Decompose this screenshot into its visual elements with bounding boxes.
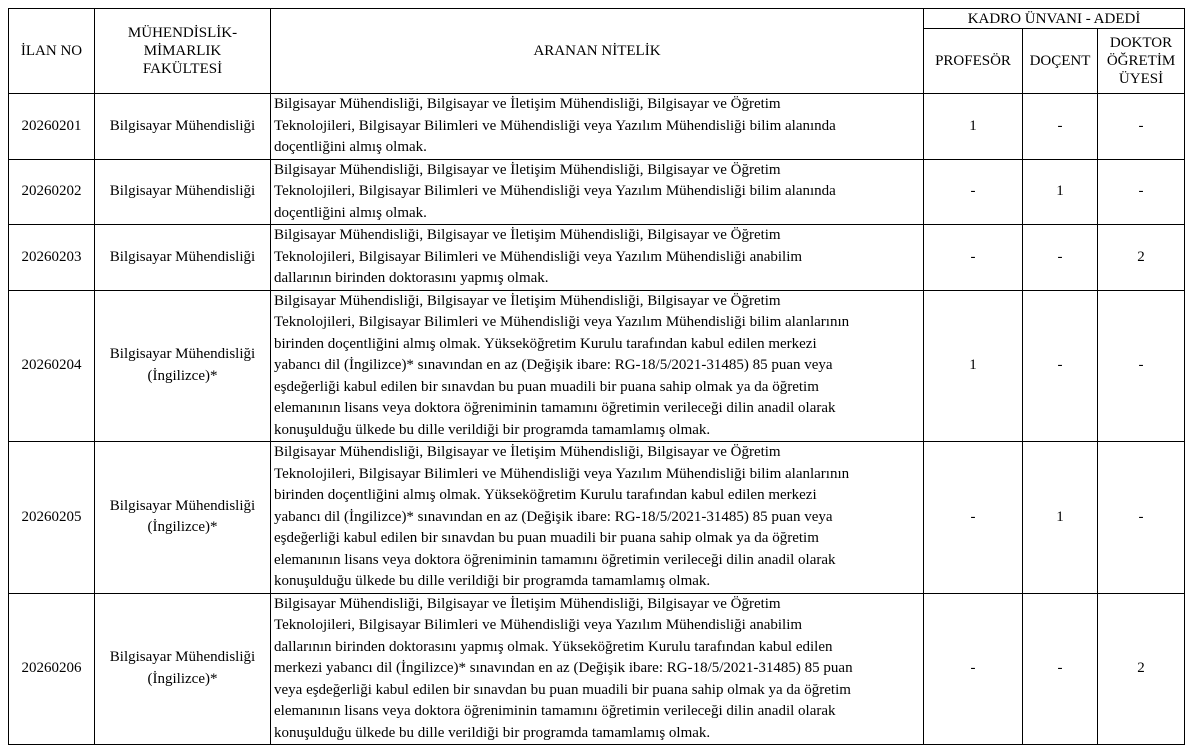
- nitelik-line: konuşulduğu ülkede bu dille verildiği bir programda tamamlamış olmak.: [274, 421, 711, 438]
- bolum-line: Bilgisayar Mühendisliği: [109, 497, 256, 514]
- bolum-line: (İngilizce)*: [147, 670, 218, 687]
- bolum-cell: [95, 225, 271, 291]
- header-faculty-line: MÜHENDİSLİK-: [127, 25, 238, 41]
- docent-count-cell: 1: [1023, 159, 1098, 225]
- nitelik-line: dallarının birinden doktorasını yapmış olmak.: [274, 270, 549, 286]
- nitelik-line: Teknolojileri, Bilgisayar Bilimleri ve Mühendisliği veya Yazılım Mühendisliği anabilim: [274, 248, 803, 265]
- doktor-count-cell: -: [1098, 159, 1185, 225]
- header-faculty: [95, 9, 271, 94]
- nitelik-line: veya eşdeğerliği kabul edilen bir sınavdan bu puan muadili bir puana sahip olmak ya da öğretim: [274, 681, 851, 698]
- nitelik-line: Bilgisayar Mühendisliği, Bilgisayar ve İletişim Mühendisliği, Bilgisayar ve Öğretim: [274, 96, 781, 112]
- header-ilan-no: İLAN NO: [9, 9, 95, 94]
- doktor-count-cell: 2: [1098, 225, 1185, 291]
- nitelik-line: doçentliğini almış olmak.: [274, 139, 427, 155]
- profesor-count-cell: -: [924, 593, 1023, 745]
- nitelik-cell: [271, 593, 924, 745]
- ilan-no-cell: 20260203: [9, 225, 95, 291]
- docent-count-cell: -: [1023, 593, 1098, 745]
- docent-count-cell: -: [1023, 290, 1098, 442]
- header-profesor: PROFESÖR: [924, 29, 1023, 94]
- header-doktor-line: ÜYESİ: [1118, 71, 1164, 87]
- nitelik-line: yabancı dil (İngilizce)* sınavından en az (Değişik ibare: RG-18/5/2021-31485) 85 puan veya: [274, 357, 833, 373]
- doktor-count-cell: 2: [1098, 593, 1185, 745]
- nitelik-cell: [271, 159, 924, 225]
- nitelik-line: Teknolojileri, Bilgisayar Bilimleri ve Mühendisliği veya Yazılım Mühendisliği bilim alanlarının: [274, 465, 850, 482]
- profesor-count-cell: -: [924, 442, 1023, 594]
- nitelik-line: konuşulduğu ülkede bu dille verildiği bir programda tamamlamış olmak.: [274, 573, 711, 589]
- nitelik-line: Bilgisayar Mühendisliği, Bilgisayar ve İletişim Mühendisliği, Bilgisayar ve Öğretim: [274, 292, 781, 309]
- table-body: [9, 94, 1185, 745]
- header-doktor: [1098, 29, 1185, 94]
- bolum-line: Bilgisayar Mühendisliği: [109, 248, 256, 265]
- profesor-count-cell: -: [924, 159, 1023, 225]
- bolum-line: (İngilizce)*: [147, 519, 218, 536]
- header-aranan-nitelik: ARANAN NİTELİK: [271, 9, 924, 94]
- nitelik-line: dallarının birinden doktorasını yapmış olmak. Yükseköğretim Kurulu tarafından kabul edilen: [274, 638, 833, 655]
- ilan-no-cell: 20260204: [9, 290, 95, 442]
- profesor-count-cell: 1: [924, 290, 1023, 442]
- ilan-no-cell: 20260201: [9, 94, 95, 160]
- kadro-table: [8, 8, 1185, 745]
- nitelik-line: Teknolojileri, Bilgisayar Bilimleri ve Mühendisliği veya Yazılım Mühendisliği bilim alanında: [274, 117, 836, 134]
- header-kadro: KADRO ÜNVANI - ADEDİ: [924, 9, 1185, 29]
- doktor-count-cell: -: [1098, 94, 1185, 160]
- nitelik-line: Bilgisayar Mühendisliği, Bilgisayar ve İletişim Mühendisliği, Bilgisayar ve Öğretim: [274, 444, 781, 460]
- table-row: [9, 290, 1185, 442]
- nitelik-line: eşdeğerliği kabul edilen bir sınavdan bu puan muadili bir puana sahip olmak ya da öğretim: [274, 378, 819, 395]
- bolum-cell: [95, 94, 271, 160]
- nitelik-line: Bilgisayar Mühendisliği, Bilgisayar ve İletişim Mühendisliği, Bilgisayar ve Öğretim: [274, 227, 781, 243]
- nitelik-line: Bilgisayar Mühendisliği, Bilgisayar ve İletişim Mühendisliği, Bilgisayar ve Öğretim: [274, 161, 781, 178]
- bolum-cell: [95, 442, 271, 594]
- header-doktor-line: ÖĞRETİM: [1106, 53, 1176, 69]
- docent-count-cell: -: [1023, 225, 1098, 291]
- header-docent: DOÇENT: [1023, 29, 1098, 94]
- table-row: [9, 593, 1185, 745]
- bolum-cell: [95, 290, 271, 442]
- table-row: [9, 225, 1185, 291]
- ilan-no-cell: 20260206: [9, 593, 95, 745]
- nitelik-cell: [271, 94, 924, 160]
- profesor-count-cell: 1: [924, 94, 1023, 160]
- table-row: [9, 159, 1185, 225]
- nitelik-line: yabancı dil (İngilizce)* sınavından en az (Değişik ibare: RG-18/5/2021-31485) 85 puan veya: [274, 508, 833, 525]
- nitelik-line: Bilgisayar Mühendisliği, Bilgisayar ve İletişim Mühendisliği, Bilgisayar ve Öğretim: [274, 595, 781, 612]
- bolum-line: Bilgisayar Mühendisliği: [109, 183, 256, 199]
- nitelik-line: elemanının lisans veya doktora öğreniminin tamamını öğretimin verileceği dilin anadil olarak: [274, 551, 836, 568]
- nitelik-cell: [271, 442, 924, 594]
- nitelik-line: elemanının lisans veya doktora öğreniminin tamamını öğretimin verileceği dilin anadil olarak: [274, 400, 836, 416]
- nitelik-line: birinden doçentliğini almış olmak. Yükseköğretim Kurulu tarafından kabul edilen merkezi: [274, 335, 817, 352]
- bolum-cell: [95, 593, 271, 745]
- nitelik-line: Teknolojileri, Bilgisayar Bilimleri ve Mühendisliği veya Yazılım Mühendisliği bilim alanında: [274, 183, 836, 199]
- table-row: [9, 94, 1185, 160]
- header-doktor-line: DOKTOR: [1109, 35, 1173, 51]
- nitelik-line: elemanının lisans veya doktora öğreniminin tamamını öğretimin verileceği dilin anadil olarak: [274, 703, 836, 719]
- nitelik-line: birinden doçentliğini almış olmak. Yükseköğretim Kurulu tarafından kabul edilen merkezi: [274, 487, 817, 503]
- ilan-no-cell: 20260202: [9, 159, 95, 225]
- table-row: [9, 442, 1185, 594]
- docent-count-cell: -: [1023, 94, 1098, 160]
- header-faculty-line: FAKÜLTESİ: [142, 61, 223, 77]
- bolum-line: Bilgisayar Mühendisliği: [109, 649, 256, 666]
- doktor-count-cell: -: [1098, 442, 1185, 594]
- nitelik-cell: [271, 290, 924, 442]
- bolum-line: Bilgisayar Mühendisliği: [109, 117, 256, 134]
- doktor-count-cell: -: [1098, 290, 1185, 442]
- nitelik-line: Teknolojileri, Bilgisayar Bilimleri ve Mühendisliği veya Yazılım Mühendisliği bilim alanlarının: [274, 314, 850, 330]
- nitelik-line: merkezi yabancı dil (İngilizce)* sınavından en az (Değişik ibare: RG-18/5/2021-31485) 85 puan: [274, 660, 853, 676]
- nitelik-cell: [271, 225, 924, 291]
- profesor-count-cell: -: [924, 225, 1023, 291]
- nitelik-line: Teknolojileri, Bilgisayar Bilimleri ve Mühendisliği veya Yazılım Mühendisliği anabilim: [274, 617, 803, 633]
- nitelik-line: konuşulduğu ülkede bu dille verildiği bir programda tamamlamış olmak.: [274, 724, 711, 741]
- docent-count-cell: 1: [1023, 442, 1098, 594]
- nitelik-line: eşdeğerliği kabul edilen bir sınavdan bu puan muadili bir puana sahip olmak ya da öğretim: [274, 530, 819, 546]
- header-faculty-line: MİMARLIK: [143, 43, 222, 59]
- bolum-line: Bilgisayar Mühendisliği: [109, 346, 256, 363]
- bolum-line: (İngilizce)*: [147, 367, 218, 384]
- ilan-no-cell: 20260205: [9, 442, 95, 594]
- bolum-cell: [95, 159, 271, 225]
- nitelik-line: doçentliğini almış olmak.: [274, 204, 427, 221]
